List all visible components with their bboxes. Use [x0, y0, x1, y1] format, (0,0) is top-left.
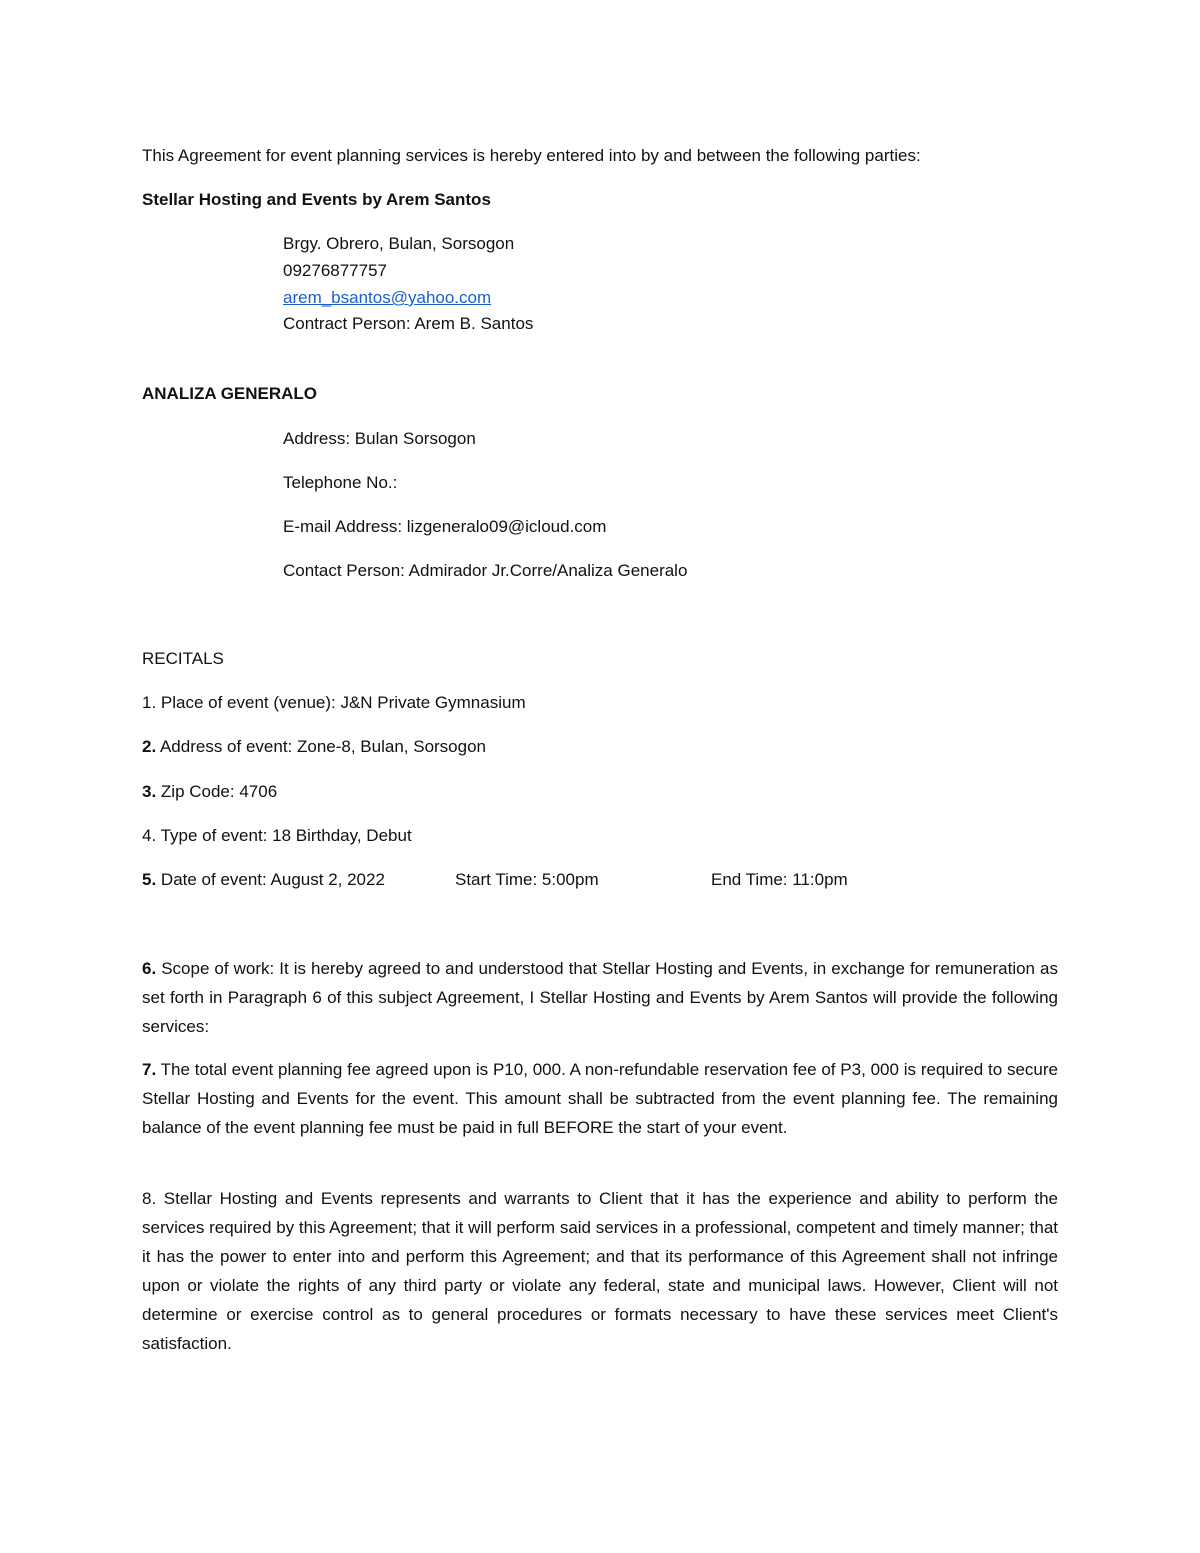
client-email: E-mail Address: lizgeneralo09@icloud.com	[283, 517, 607, 536]
paragraph-text: Scope of work: It is hereby agreed to and understood that Stellar Hosting and Events, in exchange for remuneration as set forth in Paragraph 6 of this subject Agreement, I Stellar Hosting and Events by Arem Santos will provide the following services:	[142, 959, 1058, 1036]
paragraph-fee	[142, 1055, 1058, 1142]
recital-item	[142, 781, 277, 803]
recital-text: Type of event: 18 Birthday, Debut	[156, 826, 412, 845]
client-contact: Contact Person: Admirador Jr.Corre/Analiza Generalo	[283, 561, 688, 580]
recital-text: Place of event (venue): J&N Private Gymnasium	[156, 693, 526, 712]
recital-number: 4.	[142, 826, 157, 845]
provider-email-link[interactable]: arem_bsantos@yahoo.com	[283, 288, 492, 307]
paragraph-number: 6.	[142, 959, 157, 978]
recital-item	[142, 692, 526, 714]
recital-number: 5.	[142, 870, 157, 889]
provider-address: Brgy. Obrero, Bulan, Sorsogon	[283, 234, 515, 253]
event-start-time: Start Time: 5:00pm	[455, 870, 599, 889]
recital-date-item	[142, 869, 1058, 891]
client-telephone: Telephone No.:	[283, 473, 398, 492]
recital-number: 2.	[142, 737, 157, 756]
client-address: Address: Bulan Sorsogon	[283, 429, 476, 448]
provider-contact: Contract Person: Arem B. Santos	[283, 314, 534, 333]
recital-item	[142, 736, 486, 758]
recital-item	[142, 825, 412, 847]
intro-text: This Agreement for event planning services is hereby entered into by and between the following parties:	[142, 146, 921, 165]
client-name: ANALIZA GENERALO	[142, 384, 318, 403]
paragraph-number: 7.	[142, 1060, 157, 1079]
provider-email	[283, 287, 491, 309]
provider-name: Stellar Hosting and Events by Arem Santos	[142, 190, 491, 209]
paragraph-warranty	[142, 1184, 1058, 1358]
recital-number: 3.	[142, 782, 157, 801]
paragraph-scope	[142, 954, 1058, 1041]
recital-text: Address of event: Zone-8, Bulan, Sorsogon	[156, 737, 487, 756]
paragraph-text: Stellar Hosting and Events represents and warrants to Client that it has the experience and ability to perform the services required by this Agreement; that it will perform said services in a professional, competent and timely manner; that it has the power to enter into and perform this Agreement; and that its performance of this Agreement shall not infringe upon or violate the rights of any third party or violate any federal, state and municipal laws. However, Client will not determine or exercise control as to general procedures or formats necessary to have these services meet Client's satisfaction.	[142, 1189, 1058, 1353]
recital-number: 1.	[142, 693, 157, 712]
event-date: Date of event: August 2, 2022	[156, 870, 385, 889]
recitals-heading: RECITALS	[142, 649, 224, 668]
provider-phone: 09276877757	[283, 261, 388, 280]
paragraph-text: The total event planning fee agreed upon is P10, 000. A non-refundable reservation fee of P3, 000 is required to secure Stellar Hosting and Events for the event. This amount shall be subtracted from the event planning fee. The remaining balance of the event planning fee must be paid in full BEFORE the start of your event.	[142, 1060, 1058, 1137]
event-end-time: End Time: 11:0pm	[711, 870, 848, 889]
paragraph-number: 8.	[142, 1189, 157, 1208]
recital-text: Zip Code: 4706	[156, 782, 278, 801]
